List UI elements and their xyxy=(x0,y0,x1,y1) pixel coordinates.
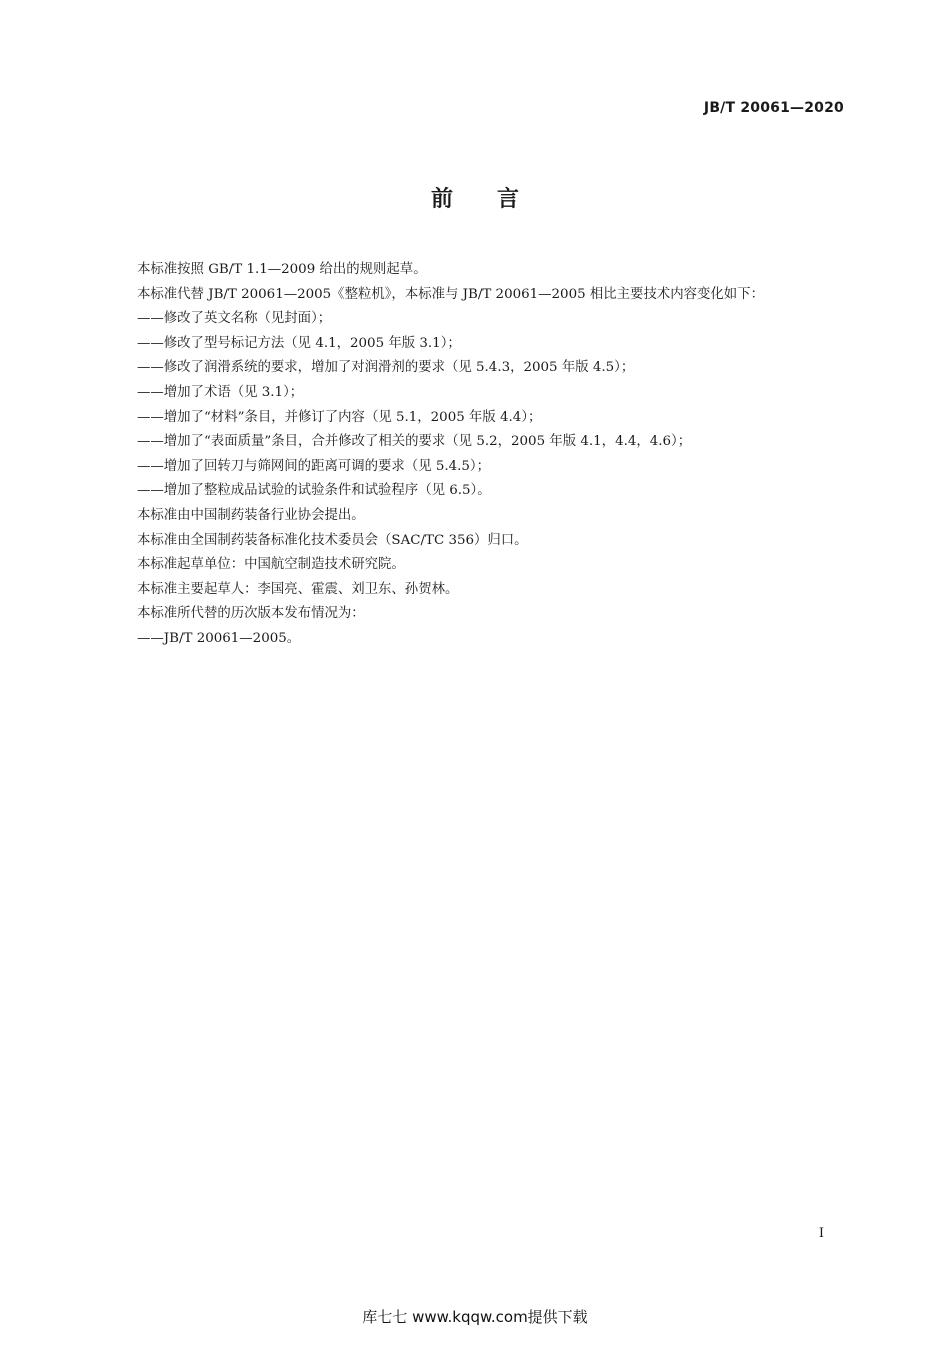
body-paragraph: 本标准主要起草人：李国亮、霍震、刘卫东、孙贺林。 xyxy=(137,581,459,597)
body-paragraph: 本标准由全国制药装备标准化技术委员会（SAC/TC 356）归口。 xyxy=(137,532,528,548)
body-paragraph: 本标准由中国制药装备行业协会提出。 xyxy=(137,507,365,523)
body-paragraph: 本标准代替 JB/T 20061—2005《整粒机》，本标准与 JB/T 20061—2005 相比主要技术内容变化如下： xyxy=(137,286,764,302)
body-paragraph: 本标准起草单位：中国航空制造技术研究院。 xyxy=(137,557,405,573)
change-list-item: ——增加了回转刀与筛网间的距离可调的要求（见 5.4.5）； xyxy=(137,458,491,474)
change-list-item: ——JB/T 20061—2005。 xyxy=(137,630,301,646)
page-title: 前言 xyxy=(430,187,563,212)
change-list-item: ——修改了润滑系统的要求，增加了对润滑剂的要求（见 5.4.3，2005 年版 4.5）； xyxy=(137,360,635,376)
change-list-item: ——增加了整粒成品试验的试验条件和试验程序（见 6.5）。 xyxy=(137,483,491,499)
download-footer: 库七七 www.kqqw.com提供下载 xyxy=(362,1308,588,1326)
change-list-item: ——增加了“材料”条目，并修订了内容（见 5.1，2005 年版 4.4）； xyxy=(137,409,542,425)
change-list-item: ——增加了术语（见 3.1）； xyxy=(137,384,304,400)
foreword-body xyxy=(108,258,845,652)
body-paragraph: 本标准所代替的历次版本发布情况为： xyxy=(137,606,365,622)
change-list-item: ——增加了“表面质量”条目，合并修改了相关的要求（见 5.2，2005 年版 4.1，4.4，4.6）； xyxy=(137,434,692,450)
change-list-item: ——修改了型号标记方法（见 4.1，2005 年版 3.1）； xyxy=(137,335,461,351)
page-number: I xyxy=(818,1226,824,1241)
standard-number: JB/T 20061—2020 xyxy=(703,100,844,116)
change-list-item: ——修改了英文名称（见封面）； xyxy=(137,311,332,327)
body-paragraph: 本标准按照 GB/T 1.1—2009 给出的规则起草。 xyxy=(137,262,427,277)
